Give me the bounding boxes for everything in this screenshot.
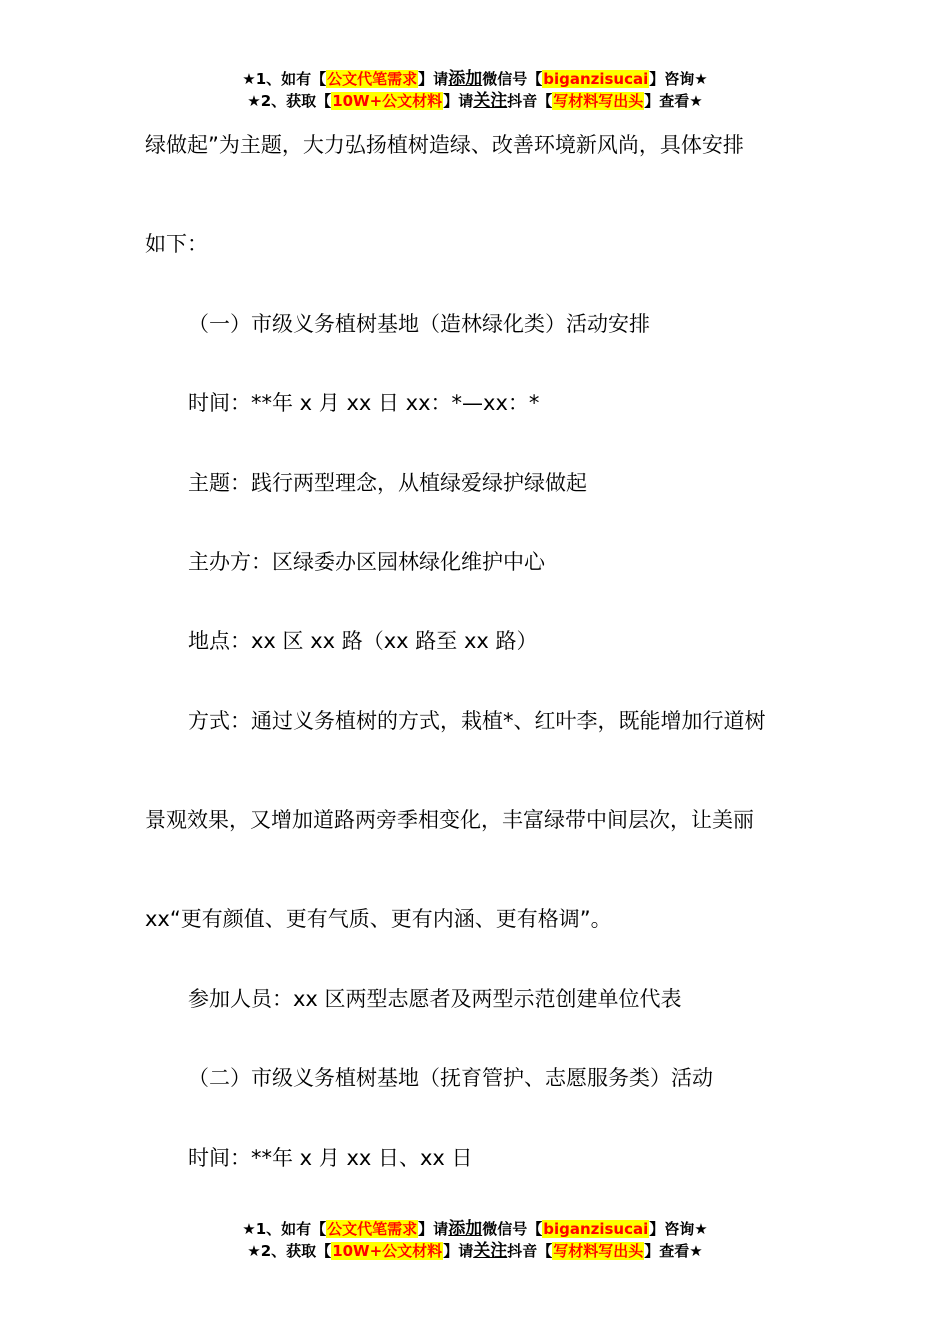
banner-line-2 bbox=[0, 1240, 950, 1262]
highlight-service: 公文代笔需求 bbox=[327, 70, 418, 88]
banner-text: 】请 bbox=[443, 92, 474, 110]
banner-emphasis: 添加 bbox=[448, 69, 483, 89]
banner-text: 抖音【 bbox=[507, 92, 553, 110]
banner-text: 】查看★ bbox=[644, 92, 703, 110]
banner-emphasis: 关注 bbox=[473, 91, 508, 111]
banner-text: 微信号【 bbox=[482, 70, 543, 88]
highlight-douyin: 写材料写出头 bbox=[553, 92, 644, 110]
footer-banner bbox=[0, 1218, 950, 1262]
highlight-materials: 10W+公文材料 bbox=[332, 1242, 443, 1260]
highlight-wechat-id: biganzisucai bbox=[543, 1220, 649, 1238]
banner-text: ★1、如有【 bbox=[242, 1220, 327, 1238]
banner-emphasis: 关注 bbox=[473, 1241, 508, 1261]
field-theme: 主题：践行两型理念，从植绿爱绿护绿做起 bbox=[188, 471, 587, 495]
paragraph-line: 如下： bbox=[145, 232, 208, 256]
banner-text: 】咨询★ bbox=[649, 1220, 708, 1238]
field-method: 方式：通过义务植树的方式，栽植*、红叶李，既能增加行道树 bbox=[188, 709, 766, 733]
highlight-materials: 10W+公文材料 bbox=[332, 92, 443, 110]
banner-line-2 bbox=[0, 90, 950, 112]
banner-text: 抖音【 bbox=[507, 1242, 553, 1260]
banner-text: 微信号【 bbox=[482, 1220, 543, 1238]
header-banner bbox=[0, 68, 950, 112]
banner-text: 】咨询★ bbox=[649, 70, 708, 88]
highlight-wechat-id: biganzisucai bbox=[543, 70, 649, 88]
banner-text: ★1、如有【 bbox=[242, 70, 327, 88]
field-location: 地点：xx 区 xx 路（xx 路至 xx 路） bbox=[188, 629, 538, 653]
highlight-service: 公文代笔需求 bbox=[327, 1220, 418, 1238]
field-time: 时间：**年 x 月 xx 日、xx 日 bbox=[188, 1146, 473, 1170]
field-participants: 参加人员：xx 区两型志愿者及两型示范创建单位代表 bbox=[188, 987, 682, 1011]
banner-text: 】查看★ bbox=[644, 1242, 703, 1260]
highlight-douyin: 写材料写出头 bbox=[553, 1242, 644, 1260]
banner-text: 】请 bbox=[443, 1242, 474, 1260]
banner-text: ★2、获取【 bbox=[247, 1242, 332, 1260]
banner-text: 】请 bbox=[418, 1220, 449, 1238]
section-heading: （二）市级义务植树基地（抚育管护、志愿服务类）活动 bbox=[188, 1066, 713, 1090]
paragraph-line: 绿做起”为主题，大力弘扬植树造绿、改善环境新风尚，具体安排 bbox=[145, 133, 744, 157]
banner-text: 】请 bbox=[418, 70, 449, 88]
banner-text: ★2、获取【 bbox=[247, 92, 332, 110]
section-heading: （一）市级义务植树基地（造林绿化类）活动安排 bbox=[188, 312, 650, 336]
banner-line-1 bbox=[0, 1218, 950, 1240]
field-organizer: 主办方：区绿委办区园林绿化维护中心 bbox=[188, 550, 545, 574]
field-time: 时间：**年 x 月 xx 日 xx：*—xx：* bbox=[188, 391, 540, 415]
banner-line-1 bbox=[0, 68, 950, 90]
paragraph-line: xx“更有颜值、更有气质、更有内涵、更有格调”。 bbox=[145, 907, 612, 931]
banner-emphasis: 添加 bbox=[448, 1219, 483, 1239]
paragraph-line: 景观效果，又增加道路两旁季相变化，丰富绿带中间层次，让美丽 bbox=[145, 808, 754, 832]
